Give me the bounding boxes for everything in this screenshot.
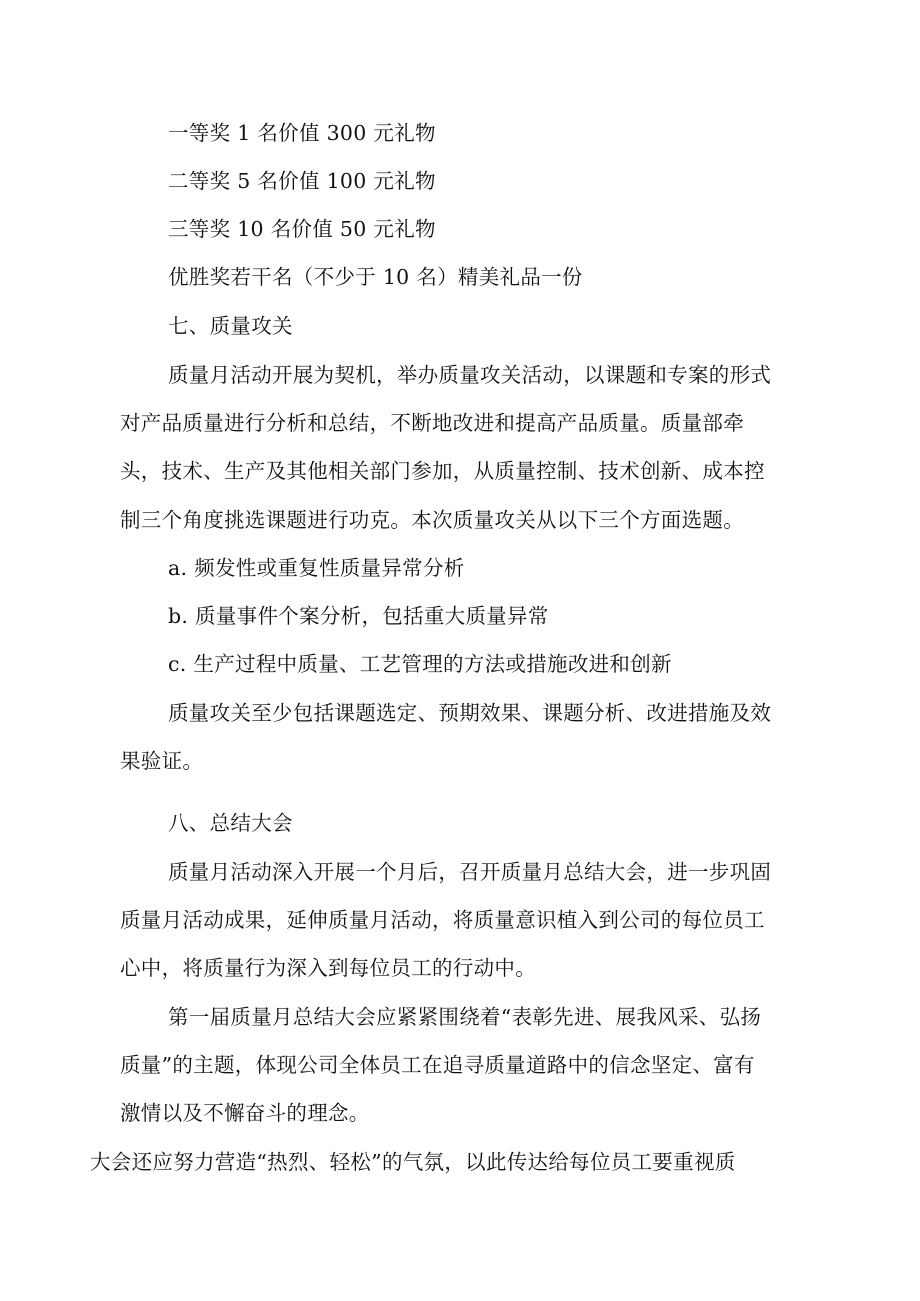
section-8-para1-line1: 质量月活动深入开展一个月后，召开质量月总结大会，进一步巩固 xyxy=(168,860,772,884)
section-8-para2-line2: 质量”的主题，体现公司全体员工在追寻质量道路中的信念坚定、富有 xyxy=(120,1053,755,1077)
section-8-para2-line1: 第一届质量月总结大会应紧紧围绕着“表彰先进、展我风采、弘扬 xyxy=(168,1005,762,1029)
section-8-para3-line1: 大会还应努力营造“热烈、轻松”的气氛，以此传达给每位员工要重视质 xyxy=(90,1150,736,1174)
prize-second: 二等奖 5 名价值 100 元礼物 xyxy=(168,169,436,193)
section-8-heading: 八、总结大会 xyxy=(168,811,293,835)
topic-item-a: a. 频发性或重复性质量异常分析 xyxy=(168,556,465,580)
topic-item-c: c. 生产过程中质量、工艺管理的方法或措施改进和创新 xyxy=(168,652,672,676)
section-7-para1-line2: 对产品质量进行分析和总结，不断地改进和提高产品质量。质量部牵 xyxy=(120,411,744,435)
prize-merit: 优胜奖若干名（不少于 10 名）精美礼品一份 xyxy=(168,265,583,289)
prize-first: 一等奖 1 名价值 300 元礼物 xyxy=(168,121,436,145)
section-7-para1-line4: 制三个角度挑选课题进行功克。本次质量攻关从以下三个方面选题。 xyxy=(120,508,744,532)
section-7-para2-line1: 质量攻关至少包括课题选定、预期效果、课题分析、改进措施及效 xyxy=(168,701,772,725)
section-7-para2-line2: 果验证。 xyxy=(120,749,204,773)
section-7-para1-line1: 质量月活动开展为契机，举办质量攻关活动，以课题和专案的形式 xyxy=(168,363,772,387)
section-8-para1-line3: 心中，将质量行为深入到每位员工的行动中。 xyxy=(120,956,536,980)
section-7-heading: 七、质量攻关 xyxy=(168,314,293,338)
section-7-para1-line3: 头，技术、生产及其他相关部门参加，从质量控制、技术创新、成本控 xyxy=(120,459,765,483)
topic-item-b: b. 质量事件个案分析，包括重大质量异常 xyxy=(168,604,549,628)
section-8-para1-line2: 质量月活动成果，延伸质量月活动，将质量意识植入到公司的每位员工 xyxy=(120,908,765,932)
section-8-para2-line3: 激情以及不懈奋斗的理念。 xyxy=(120,1101,370,1125)
prize-third: 三等奖 10 名价值 50 元礼物 xyxy=(168,217,436,241)
